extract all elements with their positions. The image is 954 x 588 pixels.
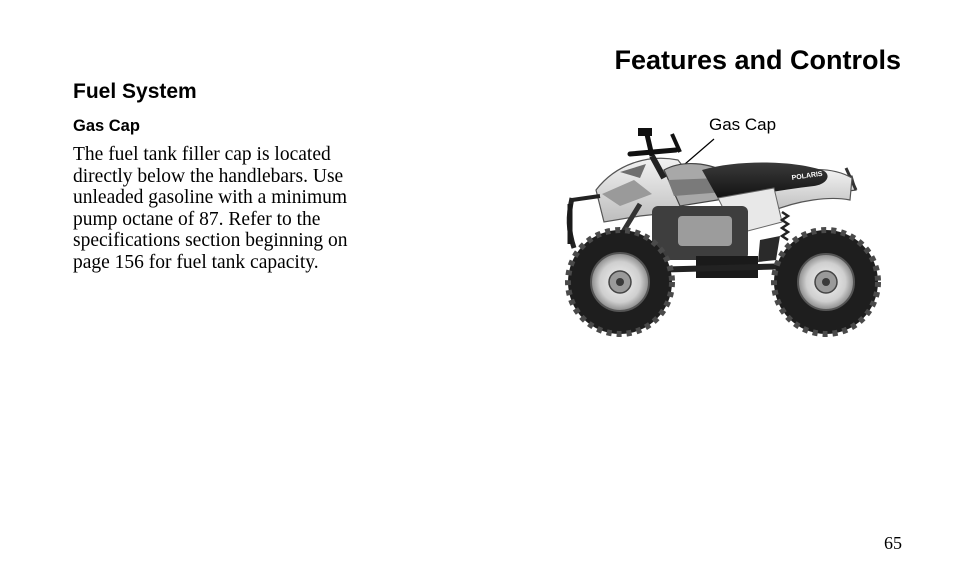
atv-illustration [560,120,890,340]
section-heading: Fuel System [73,80,197,103]
callout-leader-line [685,139,714,164]
gas-cap-callout-label: Gas Cap [709,115,777,134]
body-line: unleaded gasoline with a minimum [73,187,348,209]
body-line: page 156 for fuel tank capacity. [73,251,319,273]
body-paragraph [73,144,395,274]
sub-heading: Gas Cap [73,117,140,135]
front-wheel [568,230,672,334]
body-line: specifications section beginning on [73,230,348,252]
brand-decal: POLARIS [791,170,824,182]
body-line: The fuel tank filler cap is located [73,144,331,165]
rear-wheel [774,230,878,334]
page-header-title: Features and Controls [614,45,901,75]
body-line: directly below the handlebars. Use [73,165,344,187]
page-number: 65 [884,533,902,553]
body-line: pump octane of 87. Refer to the [73,208,321,230]
